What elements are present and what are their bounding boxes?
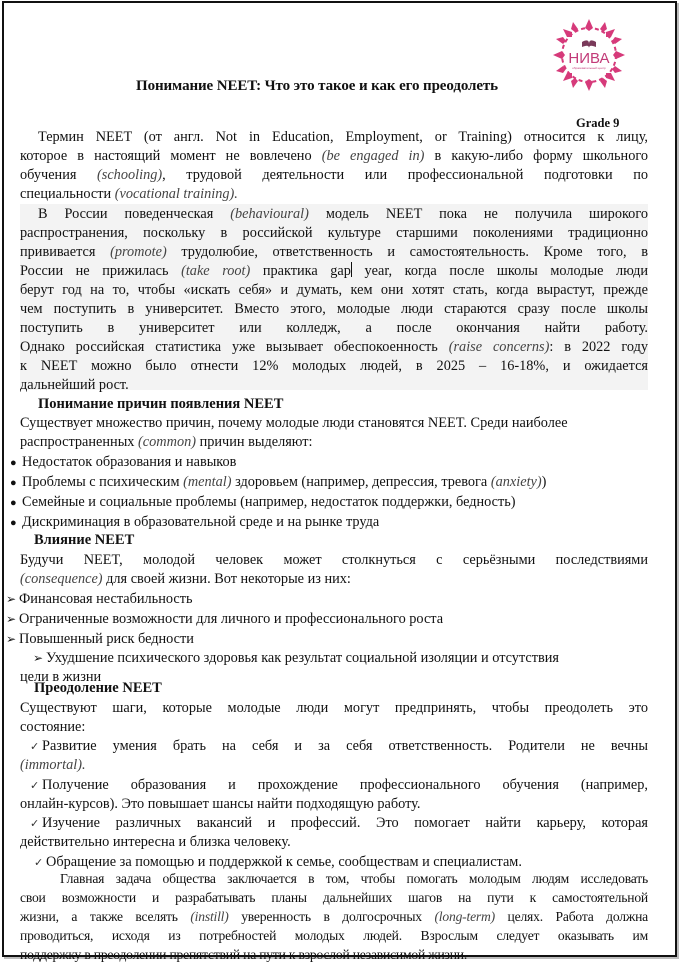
impact-intro-line [20,570,648,589]
bullet-icon: ● [10,477,17,489]
text-run: поддержку в преодолении препятствий на пути к взрослой независимой жизни. [20,947,468,962]
arrow-bullet-icon: ➢ [6,612,17,626]
english-term: (consequence) [20,571,103,587]
text-run: целях. Работа должна [494,909,648,924]
svg-text:НИВА: НИВА [568,50,610,67]
text-run: практика gap [250,263,351,279]
english-term: (take root) [181,263,251,279]
impact-list-item [6,630,194,649]
grade-label: Grade 9 [576,116,620,130]
checkmark-icon: ✓ [30,780,40,792]
russia-line [20,224,648,243]
text-run: модель NEET пока не получила широкого [308,206,648,222]
russia-line [20,319,648,338]
english-term: (mental) [183,474,232,490]
intro-line [20,147,648,166]
intro-line [20,166,648,185]
text-run: Проблемы с психическим [22,474,184,490]
english-term: (common) [138,434,197,450]
text-run: распространения, поскольку в российской культуре старшими поколениями традиционно [20,225,648,241]
conclusion-line [20,907,648,926]
text-run: причин выделяют: [196,434,313,450]
russia-line [20,300,648,319]
conclusion-line [20,926,648,945]
text-run: , трудовой деятельности или профессиональной подготовки по [162,167,649,183]
overcome-list-item [30,737,648,757]
text-run: которое в настоящий момент не вовлечено [20,148,322,164]
english-term: (vocational training). [114,186,238,202]
overcome-list-item [20,795,648,814]
english-term: (schooling) [97,167,163,183]
text-run: Недостаток образования и навыков [22,454,237,470]
english-term: (raise concerns) [448,339,550,355]
text-run: поступить в университет или колледж, а после окончания найти работу. [20,320,648,336]
text-run: берут год на то, чтобы «искать себя» и думать, кем они хотят стать, когда вырастут, прежде [20,282,648,298]
impact-item-continuation: цели в жизни [20,669,102,685]
text-run: прививается [20,244,111,260]
english-term: (promote) [110,244,167,260]
page-title: Понимание NEET: Что это такое и как его преодолеть [136,78,498,94]
russia-line [20,243,648,262]
text-run: свои возможности и разрабатывать планы дальнейших шагов на пути к самостоятельной [20,890,648,905]
overcome-list-item [20,756,648,775]
text-run: Существуют шаги, которые молодые люди могут предпринять, чтобы преодолеть это [20,700,648,716]
overcome-list-item [30,776,648,796]
intro-line [20,185,648,204]
text-run: Семейные и социальные проблемы (например, недостаток поддержки, бедность) [22,494,516,510]
text-run: Ограниченные возможности для личного и профессионального роста [19,611,444,627]
arrow-bullet-icon: ➢ [6,592,17,606]
checkmark-icon: ✓ [30,818,40,830]
text-run: действительно интересна и близка человеку. [20,834,291,850]
text-run: распространенных [20,434,139,450]
overcome-list-item [20,833,648,852]
text-run: чем поступить в университет. Вместо этого, молодые люди стараются сразу после школы [20,301,648,317]
text-run: России не прижилась [20,263,182,279]
conclusion-line [20,945,648,964]
text-run: Существует множество причин, почему молодые люди становятся NEET. Среди наиболее [20,415,568,431]
impact-intro-line [20,551,648,570]
bullet-icon: ● [10,517,17,529]
russia-line [20,376,648,395]
russia-line [20,357,648,376]
russia-line [20,262,648,281]
causes-intro-line [20,414,648,433]
cause-list-item [10,453,236,473]
english-term: (instill) [190,909,229,924]
bullet-icon: ● [10,457,17,469]
section-heading: Преодоление NEET [34,680,162,696]
text-run: Финансовая нестабильность [19,591,193,607]
cause-list-item [10,493,516,513]
text-run: : в 2022 году [549,339,648,355]
text-run: Развитие умения брать на себя и за себя ответственность. Родители не вечны [42,738,648,754]
text-run: Ухудшение психического здоровья как результат социальной изоляции и отсутствия [46,650,559,666]
english-term: (immortal). [20,757,86,773]
text-run: для своей жизни. Вот некоторые из них: [102,571,351,587]
russia-line [20,281,648,300]
text-run: Будучи NEET, молодой человек может столкнуться с серьёзными последствиями [20,552,648,568]
arrow-bullet-icon: ➢ [6,632,17,646]
english-term: (be engaged in) [321,148,425,164]
cause-list-item [10,473,546,493]
english-term: (long-term) [434,909,495,924]
overcome-intro-line [20,718,648,737]
impact-list-item [6,590,192,609]
text-run: обучения [20,167,98,183]
overcome-list-item [30,814,648,834]
svg-text:образовательный центр: образовательный центр [572,66,606,70]
text-run: Термин NEET (от англ. Not in Education, Employment, or Training) относится к лицу, [38,129,648,145]
text-run: дальнейший рост. [20,377,129,393]
text-run: специальности [20,186,115,202]
checkmark-icon: ✓ [30,741,40,753]
text-run: Обращение за помощью и поддержкой к семье, сообществам и специалистам. [46,854,522,870]
text-run: Повышенный риск бедности [19,631,194,647]
cause-list-item [10,513,379,533]
text-run: в какую-либо форму школьного [424,148,648,164]
text-run: ) [541,474,547,490]
conclusion-line [60,869,648,888]
impact-list-item [6,610,443,629]
causes-intro-line [20,433,648,452]
text-run: уверенность в долгосрочных [228,909,435,924]
text-run: Получение образования и прохождение профессионального обучения (например, [42,777,648,793]
niva-logo [551,17,627,93]
conclusion-line [20,888,648,907]
text-run: Главная задача общества заключается в том, чтобы помогать молодым людям исследовать [60,871,648,886]
impact-list-item [33,649,559,668]
text-run: состояние: [20,719,86,735]
english-term: (behavioural) [230,206,309,222]
russia-line [20,338,648,357]
text-run: проводиться, исходя из потребностей молодых людей. Взрослым следует оказывать им [20,928,648,943]
text-run: онлайн-курсов). Это повышает шансы найти подходящую работу. [20,796,421,812]
overcome-intro-line [20,699,648,718]
text-run: Изучение различных вакансий и профессий. Это помогает найти карьеру, которая [42,815,648,831]
bullet-icon: ● [10,497,17,509]
text-run: здоровьем (например, депрессия, тревога [231,474,491,490]
arrow-bullet-icon: ➢ [33,651,44,665]
intro-line [38,128,648,147]
english-term: (anxiety) [490,474,542,490]
text-run: Однако российская статистика уже вызывает обеспокоенность [20,339,449,355]
text-run: к NEET можно было отнести 12% молодых людей, в 2025 – 16-18%, и ожидается [20,358,648,374]
russia-line [38,205,648,224]
text-run: трудолюбие, ответственность и самостоятельность. Кроме того, в [166,244,649,260]
text-run: Дискриминация в образовательной среде и на рынке труда [22,514,380,530]
niva-logo-icon [551,17,627,93]
text-run: жизни, а также вселять [20,909,191,924]
checkmark-icon: ✓ [34,857,44,869]
section-heading: Влияние NEET [34,532,135,548]
text-run: В России поведенческая [38,206,231,222]
text-run: year, когда после школы молодые люди [351,263,649,279]
section-heading: Понимание причин появления NEET [38,396,284,412]
